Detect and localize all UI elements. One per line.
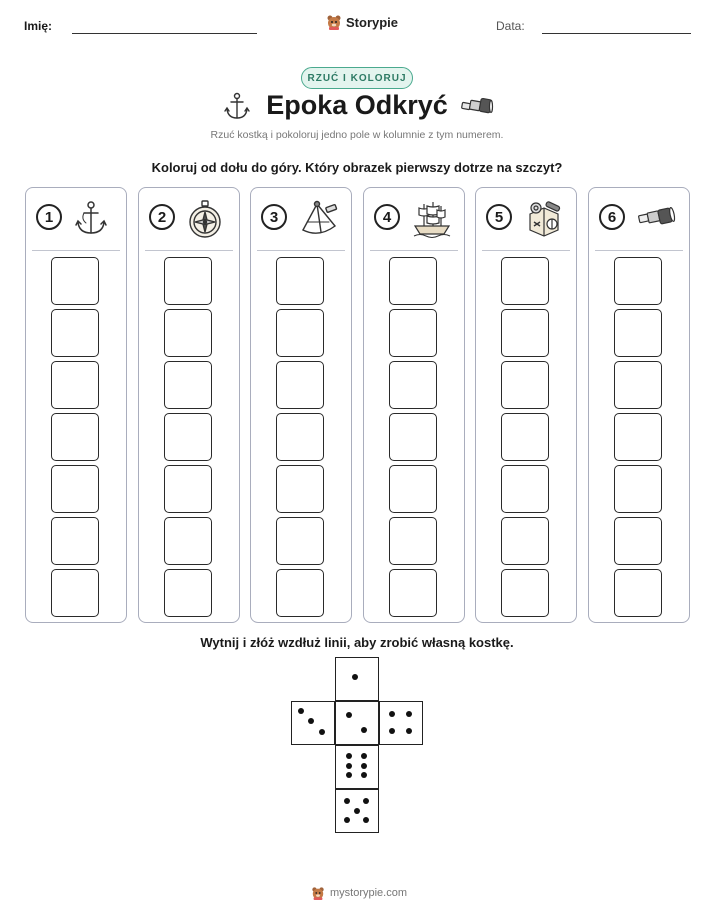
color-cell[interactable] bbox=[501, 465, 549, 513]
pip bbox=[406, 711, 412, 717]
color-cell[interactable] bbox=[51, 413, 99, 461]
pip bbox=[346, 753, 352, 759]
storypie-logo-icon bbox=[311, 886, 325, 900]
color-cell[interactable] bbox=[501, 309, 549, 357]
pip bbox=[344, 798, 350, 804]
color-cell[interactable] bbox=[164, 465, 212, 513]
pip bbox=[389, 711, 395, 717]
pip bbox=[389, 728, 395, 734]
race-column-3 bbox=[250, 187, 352, 623]
color-cell[interactable] bbox=[389, 465, 437, 513]
pip bbox=[361, 772, 367, 778]
color-cell[interactable] bbox=[276, 517, 324, 565]
color-cell[interactable] bbox=[389, 413, 437, 461]
spyglass-icon bbox=[460, 96, 494, 116]
pip bbox=[346, 712, 352, 718]
storypie-logo-icon bbox=[326, 14, 342, 30]
color-cell[interactable] bbox=[276, 309, 324, 357]
pip bbox=[346, 772, 352, 778]
compass-icon bbox=[187, 200, 223, 240]
pip bbox=[344, 817, 350, 823]
color-cell[interactable] bbox=[614, 517, 662, 565]
date-field-line[interactable] bbox=[542, 33, 691, 34]
color-cell[interactable] bbox=[51, 569, 99, 617]
pip bbox=[361, 753, 367, 759]
color-cell[interactable] bbox=[389, 517, 437, 565]
anchor-icon bbox=[74, 200, 108, 238]
color-cell[interactable] bbox=[51, 517, 99, 565]
die-face-3 bbox=[291, 701, 335, 745]
color-cell[interactable] bbox=[614, 569, 662, 617]
color-cell[interactable] bbox=[164, 257, 212, 305]
color-cell[interactable] bbox=[276, 569, 324, 617]
column-divider bbox=[370, 250, 458, 251]
name-label: Imię: bbox=[24, 19, 53, 33]
color-cell[interactable] bbox=[614, 413, 662, 461]
color-cell[interactable] bbox=[614, 309, 662, 357]
pip bbox=[298, 708, 304, 714]
pip bbox=[361, 727, 367, 733]
spyglass-icon bbox=[637, 204, 677, 234]
color-cell[interactable] bbox=[51, 465, 99, 513]
pip bbox=[406, 728, 412, 734]
column-divider bbox=[145, 250, 233, 251]
column-number: 1 bbox=[36, 204, 62, 230]
pip bbox=[361, 763, 367, 769]
column-number: 2 bbox=[149, 204, 175, 230]
color-cell[interactable] bbox=[501, 517, 549, 565]
color-cell[interactable] bbox=[389, 257, 437, 305]
color-cell[interactable] bbox=[389, 569, 437, 617]
pip bbox=[352, 674, 358, 680]
page-title: Epoka Odkryć bbox=[266, 90, 448, 120]
pip bbox=[319, 729, 325, 735]
name-field-line[interactable] bbox=[72, 33, 257, 34]
color-cell[interactable] bbox=[614, 257, 662, 305]
footer-website[interactable]: mystorypie.com bbox=[330, 887, 408, 899]
sextant-icon bbox=[299, 200, 339, 238]
pip bbox=[363, 798, 369, 804]
die-face-6 bbox=[335, 745, 379, 789]
color-cell[interactable] bbox=[164, 361, 212, 409]
pip bbox=[363, 817, 369, 823]
column-divider bbox=[482, 250, 570, 251]
activity-badge: RZUĆ I KOLORUJ bbox=[301, 67, 413, 89]
die-face-4 bbox=[379, 701, 423, 745]
color-cell[interactable] bbox=[501, 413, 549, 461]
column-divider bbox=[257, 250, 345, 251]
color-cell[interactable] bbox=[389, 361, 437, 409]
dice-instruction: Wytnij i złóż wzdłuż linii, aby zrobić własną kostkę. bbox=[200, 635, 514, 650]
color-cell[interactable] bbox=[501, 569, 549, 617]
race-column-5 bbox=[475, 187, 577, 623]
color-cell[interactable] bbox=[164, 309, 212, 357]
race-column-4 bbox=[363, 187, 465, 623]
column-number: 6 bbox=[599, 204, 625, 230]
sailing-ship-icon bbox=[412, 200, 452, 238]
die-face-5 bbox=[335, 789, 379, 833]
column-divider bbox=[595, 250, 683, 251]
color-cell[interactable] bbox=[51, 257, 99, 305]
die-face-2 bbox=[335, 701, 379, 745]
color-cell[interactable] bbox=[389, 309, 437, 357]
pip bbox=[308, 718, 314, 724]
brand-logo bbox=[326, 14, 398, 30]
color-cell[interactable] bbox=[501, 361, 549, 409]
color-cell[interactable] bbox=[51, 361, 99, 409]
color-cell[interactable] bbox=[614, 361, 662, 409]
subtitle: Rzuć kostką i pokoloruj jedno pole w kolumnie z tym numerem. bbox=[210, 129, 504, 141]
footer bbox=[311, 886, 407, 900]
column-number: 5 bbox=[486, 204, 512, 230]
color-cell[interactable] bbox=[51, 309, 99, 357]
pip bbox=[346, 763, 352, 769]
color-cell[interactable] bbox=[614, 465, 662, 513]
coloring-instruction: Koloruj od dołu do góry. Który obrazek pierwszy dotrze na szczyt? bbox=[151, 160, 563, 175]
color-cell[interactable] bbox=[276, 465, 324, 513]
column-divider bbox=[32, 250, 120, 251]
color-cell[interactable] bbox=[276, 257, 324, 305]
race-column-1 bbox=[25, 187, 127, 623]
die-face-1 bbox=[335, 657, 379, 701]
color-cell[interactable] bbox=[164, 517, 212, 565]
color-cell[interactable] bbox=[164, 413, 212, 461]
race-column-6 bbox=[588, 187, 690, 623]
color-cell[interactable] bbox=[276, 413, 324, 461]
color-cell[interactable] bbox=[276, 361, 324, 409]
brand-name: Storypie bbox=[346, 14, 399, 30]
treasure-map-tools-icon bbox=[524, 200, 564, 238]
color-cell[interactable] bbox=[501, 257, 549, 305]
race-column-2 bbox=[138, 187, 240, 623]
date-label: Data: bbox=[496, 19, 525, 33]
pip bbox=[354, 808, 360, 814]
column-number: 4 bbox=[374, 204, 400, 230]
column-number: 3 bbox=[261, 204, 287, 230]
color-cell[interactable] bbox=[164, 569, 212, 617]
